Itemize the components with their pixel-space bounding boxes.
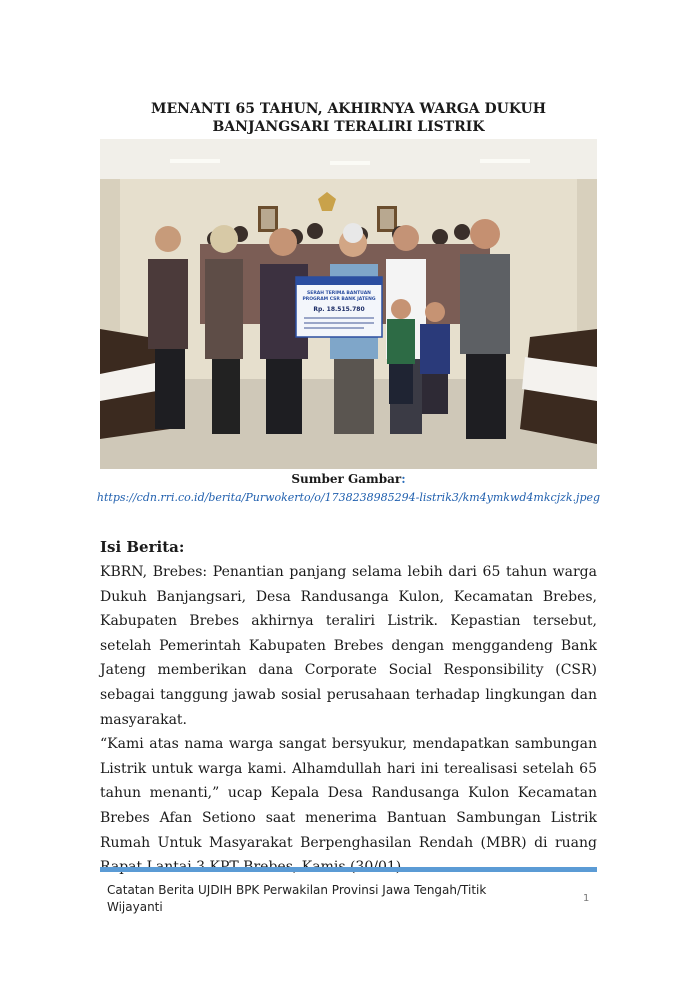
caption-colon: :	[401, 472, 406, 486]
banner-amount: Rp. 18.515.780	[313, 306, 365, 313]
section-heading: Isi Berita:	[100, 538, 185, 556]
image-source-link[interactable]: https://cdn.rri.co.id/berita/Purwokerto/o/1738238985294-listrik3/km4ymkwd4mkcjzk.jpeg	[96, 491, 601, 504]
news-photo	[100, 139, 597, 469]
article-body	[100, 560, 597, 880]
footer-divider	[100, 867, 597, 872]
paragraph: “Kami atas nama warga sangat bersyukur, mendapatkan sambungan Listrik untuk warga kami. Alhamdullah hari ini terealisasi setelah 65 tahun menanti,” ucap Kepala Desa Randusanga Kulon Kecamatan Brebes Afan Setiono saat menerima Bantuan Sambungan Listrik Rumah Untuk Masyarakat Berpenghasilan Rendah (MBR) di ruang	[100, 736, 597, 851]
caption-label-text: Sumber Gambar	[291, 472, 402, 486]
banner-line2: PROGRAM CSR BANK JATENG	[302, 297, 376, 302]
footer-text: Catatan Berita UJDIH BPK Perwakilan Provinsi Jawa Tengah/Titik Wijayanti	[107, 883, 487, 914]
image-caption	[100, 472, 597, 486]
page-number: 1	[583, 893, 590, 904]
paragraph: KBRN, Brebes: Penantian panjang selama lebih dari 65 tahun warga Dukuh Banjangsari, Desa Randusanga Kulon, Kecamatan Brebes, Kabupaten Brebes akhirnya teraliri Listrik. Kepastian tersebut, setelah Pemerintah Kabupaten Brebes dengan menggandeng Bank Jateng memberikan dana Corporate Social Responsibility (CSR) sebagai tanggung jawab sosial perusahaan terhadap lingkungan dan masyarakat.	[100, 564, 597, 728]
banner-line1: SERAH TERIMA BANTUAN	[307, 291, 371, 296]
document-title: MENANTI 65 TAHUN, AKHIRNYA WARGA DUKUH BANJANGSARI TERALIRI LISTRIK	[151, 101, 546, 135]
